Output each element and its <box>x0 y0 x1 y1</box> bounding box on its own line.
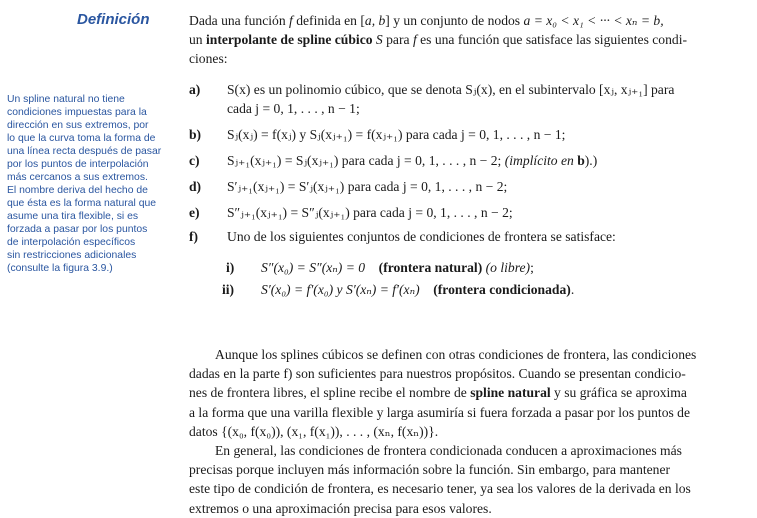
paragraph-line: este tipo de condición de frontera, es necesario tener, ya sea los valores de la derivada en los <box>189 481 691 497</box>
math-nodes: a = x₀ < x₁ < ··· < xₙ = b, <box>523 13 664 28</box>
paragraph-line: a la forma que una varilla flexible y larga asumiría si fuera forzada a pasar por los puntos de <box>189 404 691 420</box>
condition-label: d) <box>189 179 202 194</box>
math-f: f <box>289 13 293 28</box>
condition-text: S′ⱼ₊₁(xⱼ₊₁) = S′ⱼ(xⱼ₊₁) para cada j = 0, 1, . . . , n − 2; <box>227 179 508 194</box>
condition-text <box>227 151 597 170</box>
intro-text: definida en [ <box>292 13 365 28</box>
paragraph-line <box>189 383 747 402</box>
condition-ref: b <box>577 153 585 168</box>
term-natural-spline: spline natural <box>470 385 551 401</box>
margin-note-line: condiciones impuestas para la <box>7 107 147 118</box>
margin-note-line: una línea recta después de pasar <box>7 146 162 157</box>
paragraph-line: extremos o una aproximación precisa para esos valores. <box>189 500 492 516</box>
margin-note-line: por los puntos de interpolación <box>7 159 149 170</box>
intro-line-3: ciones: <box>189 51 228 66</box>
boundary-end: ; <box>530 260 534 275</box>
paragraph-line: dadas en la parte f) son suficientes para nuestros propósitos. Cuando se presentan condicio- <box>189 366 686 382</box>
condition-text: S(x) es un polinomio cúbico, que se denota Sⱼ(x), en el subintervalo [xⱼ, xⱼ₊₁] para <box>227 82 675 97</box>
paragraph-2 <box>189 441 747 518</box>
condition-label: f) <box>189 229 199 244</box>
margin-note-line: más cercanos a sus extremos. <box>7 172 148 183</box>
condition-label: c) <box>189 153 200 168</box>
intro-text: un <box>189 32 206 47</box>
paragraph-line: precisas porque incluyen más información sobre la función. Sin embargo, para mantener <box>189 462 671 478</box>
intro-text: Dada una función <box>189 13 290 28</box>
boundary-name: (frontera condicionada) <box>433 282 571 297</box>
math-s: S <box>372 32 383 47</box>
condition-math: Sⱼ₊₁(xⱼ₊₁) = Sⱼ(xⱼ₊₁) para cada j = 0, 1, . . . , n − 2; <box>227 153 502 168</box>
math-interval: a, b <box>364 13 386 28</box>
intro-line-1 <box>189 11 747 30</box>
condition-label: a) <box>189 82 201 97</box>
margin-note-line: dirección en sus extremos, por <box>7 120 149 131</box>
condition-note: (implícito en <box>501 153 578 168</box>
margin-note-line: Un spline natural no tiene <box>7 94 125 105</box>
condition-label: e) <box>189 205 200 220</box>
definition-label: Definición <box>77 11 150 28</box>
margin-note <box>7 93 169 275</box>
paragraph-line: En general, las condiciones de frontera condicionada conducen a aproximaciones más <box>215 443 682 458</box>
boundary-text <box>261 258 534 277</box>
paragraph-1 <box>189 345 747 441</box>
paragraph-line: Aunque los splines cúbicos se definen con otras condiciones de frontera, las condiciones <box>215 347 697 362</box>
margin-note-line: forzada a pasar por los puntos <box>7 224 148 235</box>
margin-note-line: (consulte la figura 3.9.) <box>7 263 113 274</box>
boundary-name: (frontera natural) <box>378 260 483 275</box>
boundary-end: . <box>570 282 575 297</box>
margin-note-line: lo que la curva toma la forma de <box>7 133 156 144</box>
margin-note-line: de interpolación específicos <box>7 237 136 248</box>
margin-note-line: El nombre deriva del hecho de <box>7 185 148 196</box>
paragraph-text: y su gráfica se aproxima <box>550 385 687 401</box>
paragraph-line: datos {(x₀, f(x₀)), (x₁, f(x₁)), . . . , (xₙ, f(xₙ))}. <box>189 423 439 439</box>
intro-line-2 <box>189 30 747 49</box>
definition-intro <box>189 11 747 68</box>
condition-note-end: ).) <box>584 153 598 168</box>
margin-note-line: asume una tira flexible, si es <box>7 211 139 222</box>
boundary-math: S″(x₀) = S″(xₙ) = 0 <box>261 260 366 275</box>
margin-note-line: que ésta es la forma natural que <box>7 198 157 209</box>
term-cubic-spline: interpolante de spline cúbico <box>206 32 373 47</box>
paragraph-text: nes de frontera libres, el spline recibe el nombre de <box>189 385 471 401</box>
condition-text: S″ⱼ₊₁(xⱼ₊₁) = S″ⱼ(xⱼ₊₁) para cada j = 0, 1, . . . , n − 2; <box>227 205 513 220</box>
boundary-text <box>261 280 574 299</box>
margin-note-line: sin restricciones adicionales <box>7 250 137 261</box>
condition-text: Uno de los siguientes conjuntos de condiciones de frontera se satisface: <box>227 229 616 244</box>
condition-label: b) <box>189 127 202 142</box>
condition-text: Sⱼ(xⱼ) = f(xⱼ) y Sⱼ(xⱼ₊₁) = f(xⱼ₊₁) para cada j = 0, 1, . . . , n − 1; <box>227 127 566 142</box>
math-f: f <box>412 32 417 47</box>
condition-text: cada j = 0, 1, . . . , n − 1; <box>227 101 360 116</box>
boundary-math: S′(x₀) = f′(x₀) y S′(xₙ) = f′(xₙ) <box>261 282 420 297</box>
boundary-label: i) <box>226 260 235 275</box>
boundary-alias: (o libre) <box>482 260 531 275</box>
intro-text: para <box>382 32 413 47</box>
intro-text: ] y un conjunto de nodos <box>385 13 524 28</box>
boundary-label: ii) <box>222 282 235 297</box>
intro-text: es una función que satisface las siguientes condi- <box>416 32 688 47</box>
